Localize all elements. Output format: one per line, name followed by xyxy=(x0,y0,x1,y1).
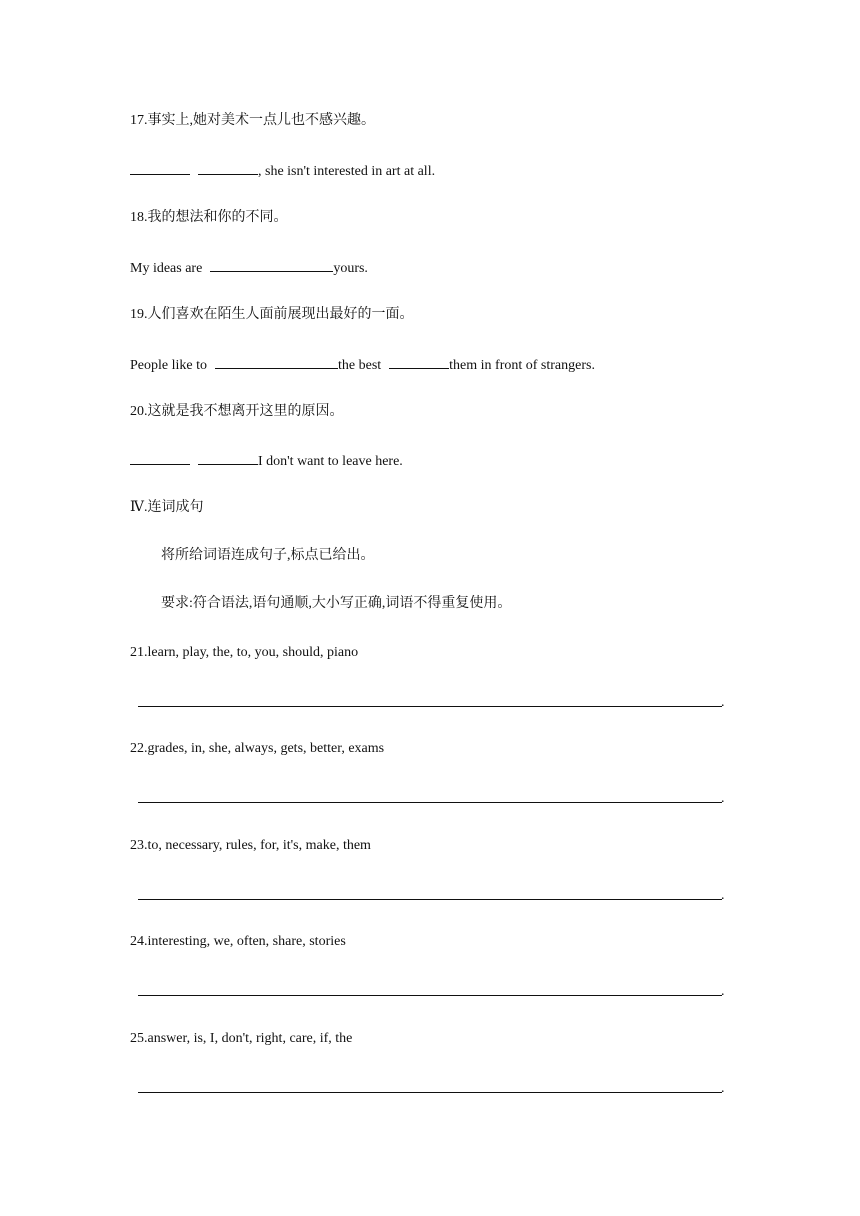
answer-blank[interactable] xyxy=(215,355,338,369)
end-period: . xyxy=(721,1081,725,1096)
answer-blank[interactable] xyxy=(198,161,258,175)
question-17-prompt: 17.事实上,她对美术一点儿也不感兴趣。 xyxy=(130,113,375,128)
answer-line[interactable] xyxy=(138,706,722,707)
question-24-prompt: 24.interesting, we, often, share, stories xyxy=(130,934,346,949)
question-18-answer-tail: yours. xyxy=(333,261,368,276)
question-20-answer xyxy=(130,451,403,471)
question-18-answer xyxy=(130,258,368,278)
end-period: . xyxy=(721,695,725,710)
answer-line[interactable] xyxy=(138,1092,722,1093)
question-17-answer xyxy=(130,161,435,181)
question-20-answer-text: I don't want to leave here. xyxy=(258,454,403,469)
question-25-prompt: 25.answer, is, I, don't, right, care, if, the xyxy=(130,1031,353,1046)
question-22-prompt: 22.grades, in, she, always, gets, better, exams xyxy=(130,741,385,756)
answer-blank[interactable] xyxy=(389,355,449,369)
question-19-prompt: 19.人们喜欢在陌生人面前展现出最好的一面。 xyxy=(130,307,414,322)
answer-blank[interactable] xyxy=(130,451,190,465)
section-heading: Ⅳ.连词成句 xyxy=(130,500,204,515)
question-17-answer-text: , she isn't interested in art at all. xyxy=(258,164,436,179)
question-21-prompt: 21.learn, play, the, to, you, should, piano xyxy=(130,645,359,660)
end-period: . xyxy=(721,984,725,999)
answer-line[interactable] xyxy=(138,899,722,900)
question-19-answer xyxy=(130,355,595,375)
question-19-answer-tail: them in front of strangers. xyxy=(449,358,595,373)
question-23-prompt: 23.to, necessary, rules, for, it's, make, them xyxy=(130,838,371,853)
answer-blank[interactable] xyxy=(210,258,333,272)
section-instruction: 要求:符合语法,语句通顺,大小写正确,词语不得重复使用。 xyxy=(161,596,512,611)
question-19-answer-mid: the best xyxy=(338,358,382,373)
end-period: . xyxy=(721,791,725,806)
question-19-answer-head: People like to xyxy=(130,358,207,373)
section-instruction: 将所给词语连成句子,标点已给出。 xyxy=(161,548,375,563)
answer-line[interactable] xyxy=(138,802,722,803)
question-18-answer-head: My ideas are xyxy=(130,261,203,276)
question-18-prompt: 18.我的想法和你的不同。 xyxy=(130,210,288,225)
answer-blank[interactable] xyxy=(198,451,258,465)
question-20-prompt: 20.这就是我不想离开这里的原因。 xyxy=(130,404,344,419)
answer-line[interactable] xyxy=(138,995,722,996)
answer-blank[interactable] xyxy=(130,161,190,175)
end-period: . xyxy=(721,888,725,903)
